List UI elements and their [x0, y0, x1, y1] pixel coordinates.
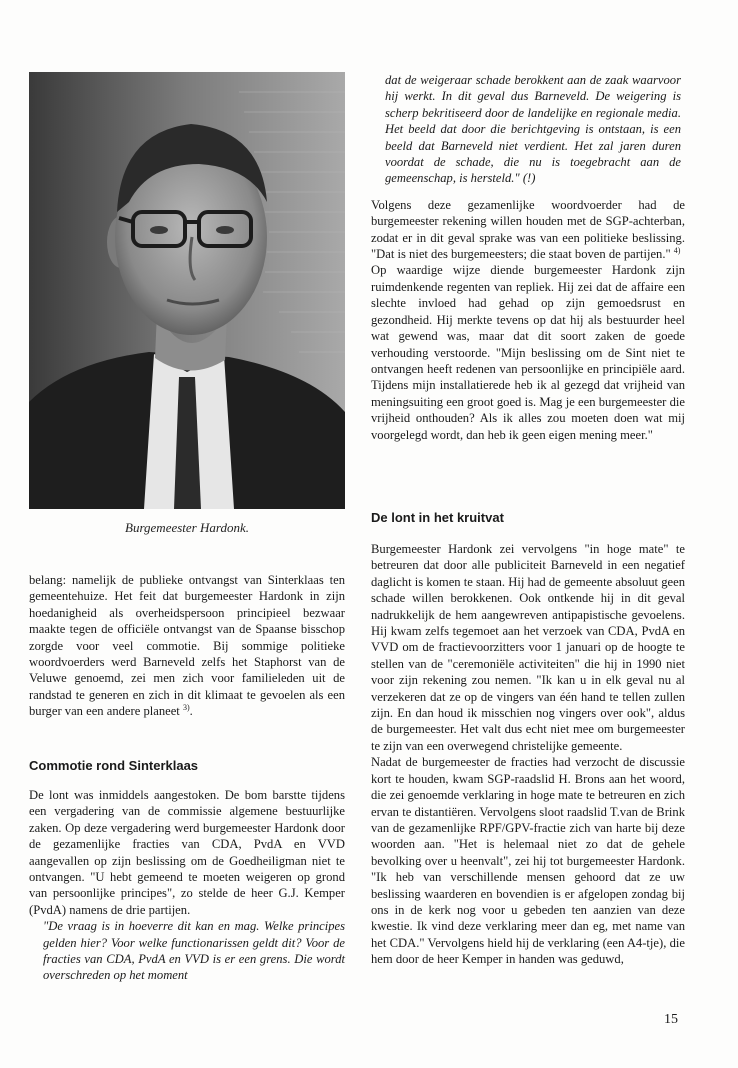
- right-column-top: [371, 72, 685, 443]
- section-heading-lont: De lont in het kruitvat: [371, 510, 504, 525]
- right-column-section: [371, 541, 685, 968]
- left-column-body: [29, 572, 345, 720]
- paragraph: belang: namelijk de publieke ontvangst van Sinterklaas ten gemeentehuize. Het feit dat burgemeester Hardonk in zijn hoedanigheid als overheidspersoon principieel bezwaar maakte tegen de officiële ontvangst van de Spaanse bisschop zorgde voor veel commotie. Bij sommige politieke woordvoerders werd Barneveld zelfs het Staphorst van de Veluwe genoemd, zei men zich voor familieleden uit de randstad te generen en zich in dit klimaat te gevoelen als een burger van een andere planeet $^{3)}$.: [29, 573, 345, 719]
- paragraph: De lont was inmiddels aangestoken. De bom barstte tijdens een vergadering van de commissie algemene bestuurlijke zaken. Op deze vergadering werd burgemeester Hardonk door de gezamenlijke fracties van CDA, PvdA en VVD aangevallen op zijn beslissing om de Goedheiligman niet te ontvangen. "U hebt gemeend te moeten weigeren op grond van persoonlijke principes", zo stelde de heer G.J. Kemper (PvdA) namens de drie partijen.: [29, 788, 345, 917]
- paragraph: Op waardige wijze diende burgemeester Hardonk zijn ruimdenkende regenten van repliek. Hij zei dat de affaire een slechte invloed had gehad op zijn gemoedsrust en gezondheid. Hij merkte tevens op dat hij als bestuurder heel wat gewend was, maar dat dit soort zaken de goede verhouding verstoorde. "Mijn beslissing om de Sint niet te ontvangen heeft redenen van persoonlijke en principiële aard. Tijdens mijn installatierede heb ik al gezegd dat vrijheid van meningsuiting een groot goed is. Mag je een burgemeester die vrijheid onthouden? Als ik alles zou moeten doen wat mij voorgelegd wordt, dan heb ik geen eigen mening meer.": [371, 263, 685, 442]
- paragraph: Burgemeester Hardonk zei vervolgens "in hoge mate" te betreuren dat door alle publiciteit Barneveld in een negatief daglicht is komen te staan. Hij had de gemeente absoluut geen schade willen berokkenen. Ook ontkende hij in dit geval nadrukkelijk de hem aangewreven antipapistische gevoelens. Hij kwam zelfs tegemoet aan het verzoek van CDA, PvdA en VVD om de fractievoorzitters voor 1 januari op de hoogte te stellen van de "ceremoniële activiteiten" die hij in 1990 niet voor zijn rekening zou nemen. "Ik kan u in elk geval nu al verzekeren dat ze op de vingers van één hand te tellen zullen zijn. En dan houd ik misschien nog vingers over ook", aldus de burgemeester. Het valt dus echt niet mee om burgemeester te zijn van een overwegend christelijke gemeente.: [371, 542, 685, 753]
- page-number: 15: [664, 1012, 678, 1027]
- photo-caption: Burgemeester Hardonk.: [125, 520, 249, 535]
- portrait-photo: [29, 72, 345, 509]
- quote-continuation: dat de weigeraar schade berokkent aan de zaak waarvoor hij werkt. In dit geval dus Barneveld. De weigering is scherp bekritiseerd door de landelijke en regionale media. Het beeld dat door die berichtgeving is ontstaan, is een beeld dat Barneveld niet verdient. Het zal jaren duren voordat de schade, die nu is toegebracht aan de gemeenschap, is hersteld." (!): [385, 73, 681, 186]
- left-column-section: [29, 787, 345, 984]
- section-heading-commotie: Commotie rond Sinterklaas: [29, 758, 199, 773]
- portrait-illustration: [29, 72, 345, 509]
- paragraph: Nadat de burgemeester de fracties had verzocht de discussie kort te houden, kwam SGP-raadslid H. Brons aan het woord, die zei genoemde verklaring in hoge mate te betreuren en zich ervan te distantiëren. Vervolgens sloot raadslid T.van de Brink van de gezamenlijke RPF/GPV-fractie zich van harte bij deze woorden aan. "Het is helemaal niet zo dat de gehele bevolking over u heenvalt", zei hij tot burgemeester Hardonk. "Ik heb van verschillende mensen gehoord dat ze uw beslissing waarderen en bovendien is er afgelopen zondag bij ons in de kerk nog voor u gebeden ten aanzien van deze kwestie. Ik vind deze verklaring meer dan eg, met name van het CDA." Vervolgens hield hij de verklaring (een A4-tje), die hem door de heer Kemper in handen was geduwd,: [371, 755, 685, 967]
- paragraph-text: belang: namelijk de publieke ontvangst van Sinterklaas ten gemeentehuize. Het feit dat burgemeester Hardonk in zijn hoedanigheid als overheidspersoon principieel bezwaar maakte tegen de officiële ontvangst van de Spaanse bisschop zorgde voor veel commotie. Bij sommige politieke woordvoerders werd Barneveld zelfs het Staphorst van de Veluwe genoemd, zei men zich voor familieleden uit de randstad te generen en zich in dit klimaat te gevoelen als een burger van een andere planeet: [29, 573, 345, 719]
- paragraph-text: Volgens deze gezamenlijke woordvoerder had de burgemeester rekening willen houden met de SGP-achterban, zodat er in dit geval sprake was van een politieke beslissing. "Dat is niet des burgemeesters; die staat boven de partijen.": [371, 197, 685, 262]
- footnote-ref: 4): [673, 245, 681, 255]
- footnote-ref: 3): [182, 703, 190, 713]
- quote-paragraph: "De vraag is in hoeverre dit kan en mag. Welke principes gelden hier? Voor welke functionarissen geldt dit? Voor de fracties van CDA, PvdA en VVD is er een grens. Die wordt overschreden op het moment: [43, 919, 345, 983]
- paragraph: [371, 197, 685, 263]
